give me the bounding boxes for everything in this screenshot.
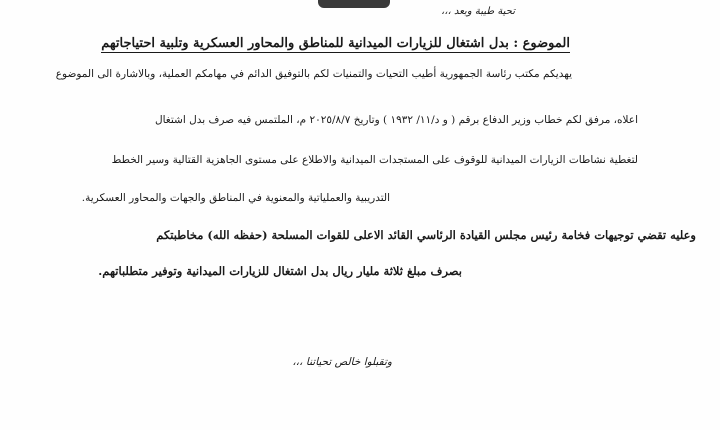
greeting: تحية طيبة وبعد ،،،: [441, 6, 515, 17]
body-line-3: لتغطية نشاطات الزيارات الميدانية للوقوف على المستجدات الميدانية والاطلاع على مستوى الجاهزية القتالية وسير الخطط: [111, 154, 638, 166]
closing: وتقبلوا خالص تحياتنا ،،،: [292, 356, 392, 368]
body-line-2: اعلاه، مرفق لكم خطاب وزير الدفاع برقم ( و د/١١/ ١٩٣٢ ) وتاريخ ٢٠٢٥/٨/٧ م، الملتمس فيه صرف بدل اشتغال: [154, 114, 638, 126]
subject-line: الموضوع : بدل اشتغال للزيارات الميدانية للمناطق والمحاور العسكرية وتلبية احتياجاتهم: [101, 36, 570, 51]
directive-line-2: بصرف مبلغ ثلاثة مليار ريال بدل اشتغال للزيارات الميدانية وتوفير متطلباتهم.: [98, 264, 462, 278]
body-line-1: يهديكم مكتب رئاسة الجمهورية أطيب التحيات والتمنيات لكم بالتوفيق الدائم في مهامكم العملية، وبالاشارة الى الموضوع: [55, 68, 572, 80]
letterhead-seal-fragment: [318, 0, 390, 8]
body-line-4: التدريبية والعملياتية والمعنوية في المناطق والجهات والمحاور العسكرية.: [81, 192, 390, 204]
directive-line-1: وعليه تقضي توجيهات فخامة رئيس مجلس القيادة الرئاسي القائد الاعلى للقوات المسلحة (حفظه الله) مخاطبتكم: [156, 228, 696, 242]
